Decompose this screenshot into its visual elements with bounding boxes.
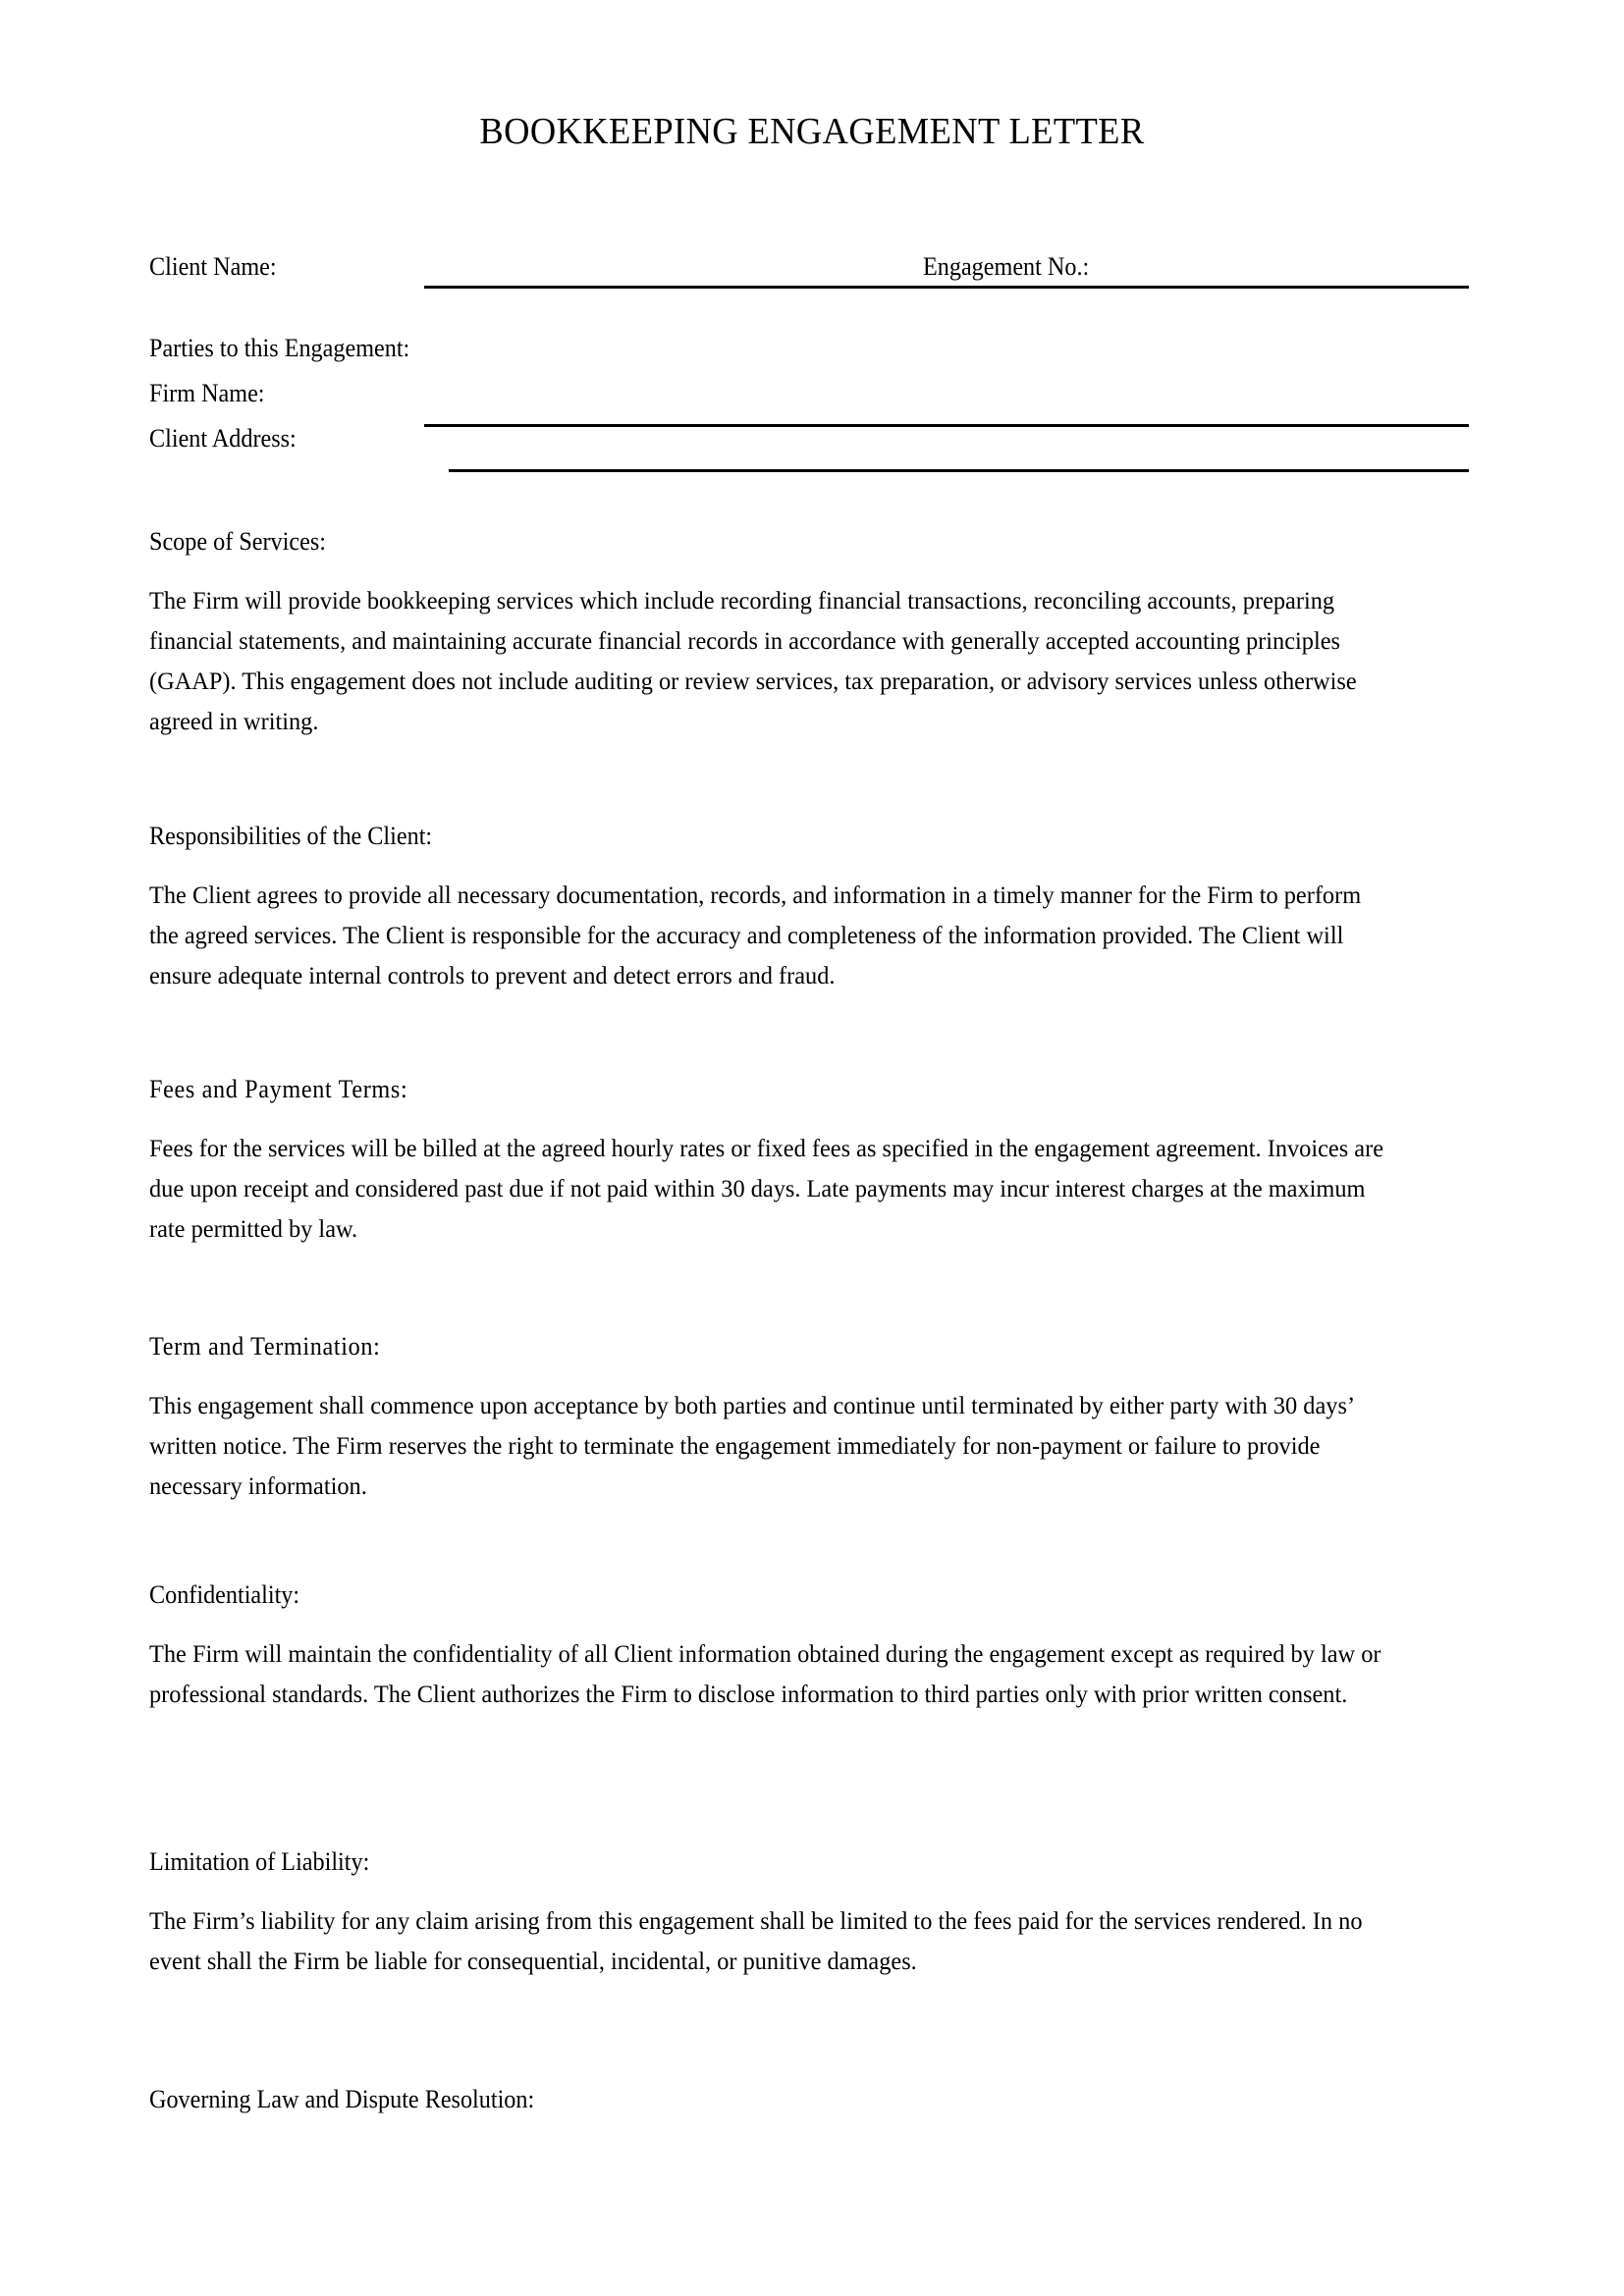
section-body: The Firm will provide bookkeeping services which include recording financial transactions, reconciling accounts, preparing financial statements, and maintaining accurate financial records in accordance with generally accepted accounting principles (GAAP). This engagement does not include auditing or review services, tax preparation, or advisory services unless otherwise agreed in writing. [149, 586, 1357, 735]
parties-label: Parties to this Engagement: [149, 334, 410, 362]
client-address-input-rule[interactable] [449, 469, 1469, 472]
section-body: This engagement shall commence upon acceptance by both parties and continue until terminated by either party with 30 days’ written notice. The Firm reserves the right to terminate the engagement immediately for non-payment or failure to provide necessary information. [149, 1391, 1354, 1500]
engagement-no-label: Engagement No.: [923, 252, 1090, 281]
section-responsibilities-of-the-client [149, 820, 1450, 995]
parties-row [149, 332, 1485, 365]
section-limitation-of-liability [149, 1845, 1450, 1981]
section-heading: Confidentiality: [149, 1580, 300, 1609]
client-address-label: Client Address: [149, 424, 297, 453]
client-name-row [149, 250, 1485, 284]
section-scope-of-services [149, 525, 1450, 741]
section-governing-law-and-dispute-resolution [149, 2083, 1450, 2138]
client-name-input-rule[interactable] [424, 286, 1469, 289]
section-heading: Limitation of Liability: [149, 1847, 370, 1876]
section-body: The Firm will maintain the confidentiality of all Client information obtained during the engagement except as required by law or professional standards. The Client authorizes the Firm to disclose information to third parties only with prior written consent. [149, 1639, 1381, 1708]
section-body: Fees for the services will be billed at the agreed hourly rates or fixed fees as specified in the engagement agreement. Invoices are due upon receipt and considered past due if not paid within 30 days. Late payments may incur interest charges at the maximum rate permitted by law. [149, 1134, 1384, 1243]
section-heading: Responsibilities of the Client: [149, 822, 433, 850]
client-address-row [149, 422, 1485, 455]
section-body: The Firm’s liability for any claim arising from this engagement shall be limited to the fees paid for the services rendered. In no event shall the Firm be liable for consequential, incidental, or punitive damages. [149, 1906, 1363, 1975]
section-heading: Fees and Payment Terms: [149, 1075, 408, 1103]
firm-name-row [149, 377, 1485, 410]
section-body: The Client agrees to provide all necessary documentation, records, and information in a timely manner for the Firm to perform the agreed services. The Client is responsible for the accuracy and completeness of the information provided. The Client will ensure adequate internal controls to prevent and detect errors and fraud. [149, 881, 1362, 989]
section-heading: Governing Law and Dispute Resolution: [149, 2085, 535, 2113]
client-name-label: Client Name: [149, 252, 277, 281]
section-term-and-termination [149, 1330, 1450, 1506]
section-confidentiality [149, 1578, 1450, 1714]
page-title: BOOKKEEPING ENGAGEMENT LETTER [479, 111, 1145, 152]
firm-name-label: Firm Name: [149, 379, 265, 407]
section-heading: Scope of Services: [149, 527, 326, 556]
section-fees-and-payment-terms [149, 1073, 1450, 1249]
section-heading: Term and Termination: [149, 1332, 381, 1361]
